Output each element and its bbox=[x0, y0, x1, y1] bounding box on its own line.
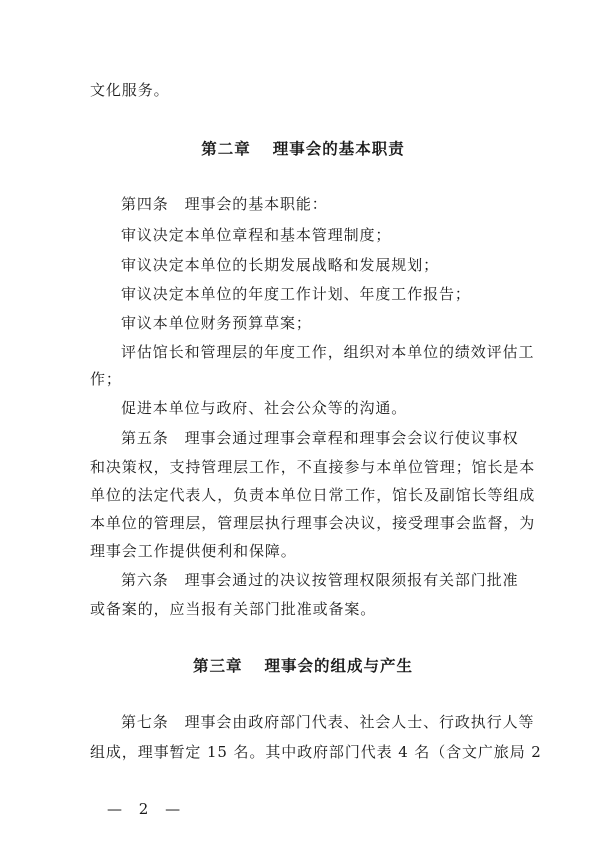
body-line: 第四条 理事会的基本职能： bbox=[121, 195, 328, 213]
chapter-3-heading bbox=[0, 654, 606, 676]
body-line: 审议决定本单位章程和基本管理制度； bbox=[121, 226, 392, 244]
body-line: 审议决定本单位的年度工作计划、年度工作报告； bbox=[121, 285, 471, 303]
paragraph-continuation: 文化服务。 bbox=[90, 81, 170, 99]
body-line: 单位的法定代表人，负责本单位日常工作，馆长及副馆长等组成 bbox=[90, 486, 536, 504]
body-line: 审议决定本单位的长期发展战略和发展规划； bbox=[121, 256, 440, 274]
body-line: 作； bbox=[90, 370, 122, 388]
body-line: 促进本单位与政府、社会公众等的沟通。 bbox=[121, 399, 408, 417]
body-line: 和决策权，支持管理层工作，不直接参与本单位管理；馆长是本 bbox=[90, 458, 536, 476]
body-line: 理事会工作提供便利和保障。 bbox=[90, 542, 297, 560]
body-line: 或备案的，应当报有关部门批准或备案。 bbox=[90, 600, 377, 618]
body-line: 审议本单位财务预算草案； bbox=[121, 314, 312, 332]
chapter-3-title: 理事会的组成与产生 bbox=[264, 656, 414, 675]
chapter-2-heading bbox=[0, 137, 606, 159]
chapter-2-title: 理事会的基本职责 bbox=[272, 139, 405, 158]
body-line: 组成，理事暂定 15 名。其中政府部门代表 4 名（含文广旅局 2 bbox=[90, 743, 542, 761]
body-line: 本单位的管理层，管理层执行理事会决议，接受理事会监督，为 bbox=[90, 514, 536, 532]
body-line: 评估馆长和管理层的年度工作，组织对本单位的绩效评估工 bbox=[121, 343, 535, 361]
page-number: — 2 — bbox=[107, 800, 187, 818]
chapter-2-label: 第二章 bbox=[201, 139, 251, 158]
chapter-3-label: 第三章 bbox=[192, 656, 243, 675]
body-line: 第五条 理事会通过理事会章程和理事会会议行使议事权 bbox=[121, 429, 519, 447]
body-line: 第六条 理事会通过的决议按管理权限须报有关部门批准 bbox=[121, 571, 519, 589]
body-line: 第七条 理事会由政府部门代表、社会人士、行政执行人等 bbox=[121, 713, 535, 731]
